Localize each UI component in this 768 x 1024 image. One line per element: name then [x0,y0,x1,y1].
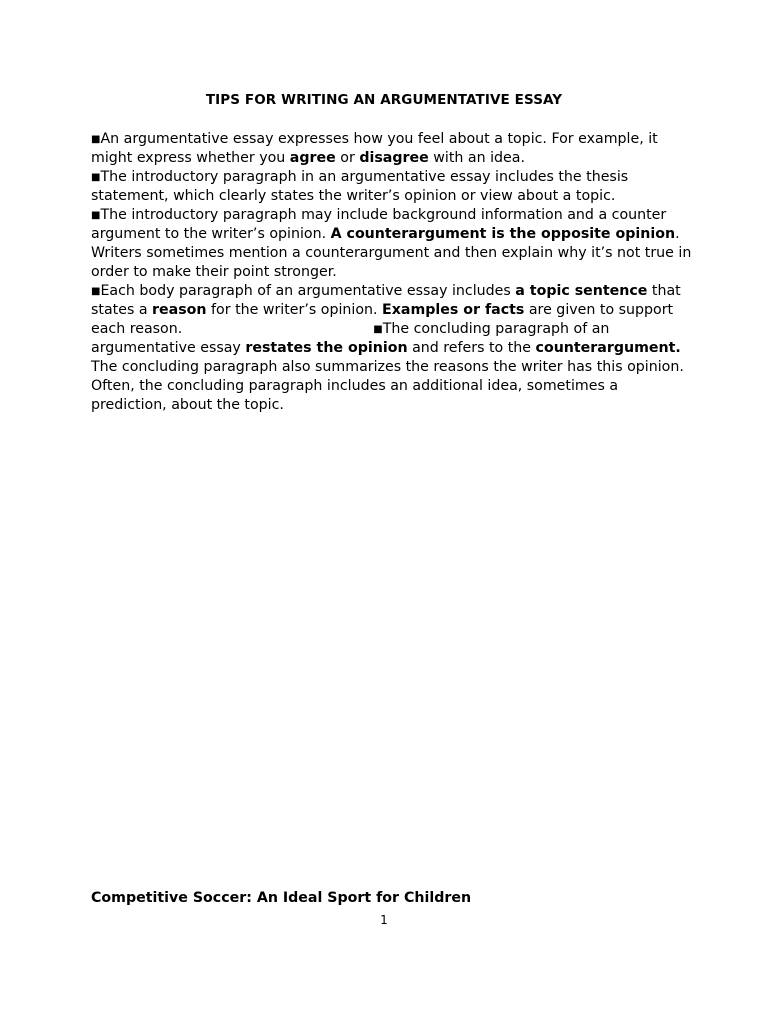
text-line [91,377,683,396]
text-segment: Often, the concluding paragraph includes an additional idea, sometimes a [91,378,619,394]
text-segment: or [335,150,360,166]
text-segment: The concluding paragraph also summarizes the reasons the writer has this opinion. [91,359,684,375]
bold-text-segment: disagree [359,150,429,166]
text-segment: argumentative essay [91,340,246,356]
text-segment: each reason. [91,321,183,337]
bold-text-segment: a topic sentence [515,283,648,299]
text-segment: statement, which clearly states the writer’s opinion or view about a topic. [91,188,616,204]
text-line [91,301,683,320]
text-line [91,225,683,244]
square-bullet-icon: ■ [91,286,101,297]
bold-text-segment: agree [289,150,336,166]
text-segment: and refers to the [407,340,536,356]
text-line [91,339,683,358]
bold-text-segment: restates the opinion [245,340,408,356]
text-line [91,168,683,187]
page-number: 1 [380,913,388,927]
text-segment: states a [91,302,153,318]
bold-text-segment: A counterargument is the opposite opinion [330,226,676,242]
text-segment: are given to support [524,302,674,318]
square-bullet-icon: ■ [91,172,101,183]
text-segment: prediction, about the topic. [91,397,284,413]
text-segment: The introductory paragraph may include background information and a counter [100,207,667,223]
text-segment: Each body paragraph of an argumentative essay includes [100,283,516,299]
text-line [91,263,683,282]
tips-body-text [91,130,692,415]
bold-text-segment: Examples or facts [382,302,525,318]
text-line [91,396,683,415]
text-segment: with an idea. [428,150,525,166]
bold-text-segment: reason [152,302,207,318]
text-line [91,187,683,206]
text-line [91,320,683,339]
square-bullet-icon: ■ [91,134,101,145]
square-bullet-icon: ■ [91,210,101,221]
essay-title: Competitive Soccer: An Ideal Sport for Children [91,890,472,906]
text-segment: for the writer’s opinion. [206,302,383,318]
text-line [91,149,683,168]
document-title: TIPS FOR WRITING AN ARGUMENTATIVE ESSAY [205,92,563,108]
text-line [91,206,683,225]
text-segment: An argumentative essay expresses how you feel about a topic. For example, it [100,131,658,147]
text-line [91,130,683,149]
text-line [91,358,683,377]
text-segment: Writers sometimes mention a counterargument and then explain why it’s not true in [91,245,692,261]
text-segment: argument to the writer’s opinion. [91,226,331,242]
text-segment: The concluding paragraph of an [382,321,610,337]
square-bullet-icon: ■ [373,324,383,335]
bold-text-segment: counterargument. [535,340,681,356]
text-line [91,244,692,263]
text-segment: The introductory paragraph in an argumentative essay includes the thesis [100,169,629,185]
text-line [91,282,683,301]
text-segment: order to make their point stronger. [91,264,337,280]
text-segment: . [675,226,680,242]
text-segment: that [647,283,681,299]
text-segment: might express whether you [91,150,290,166]
